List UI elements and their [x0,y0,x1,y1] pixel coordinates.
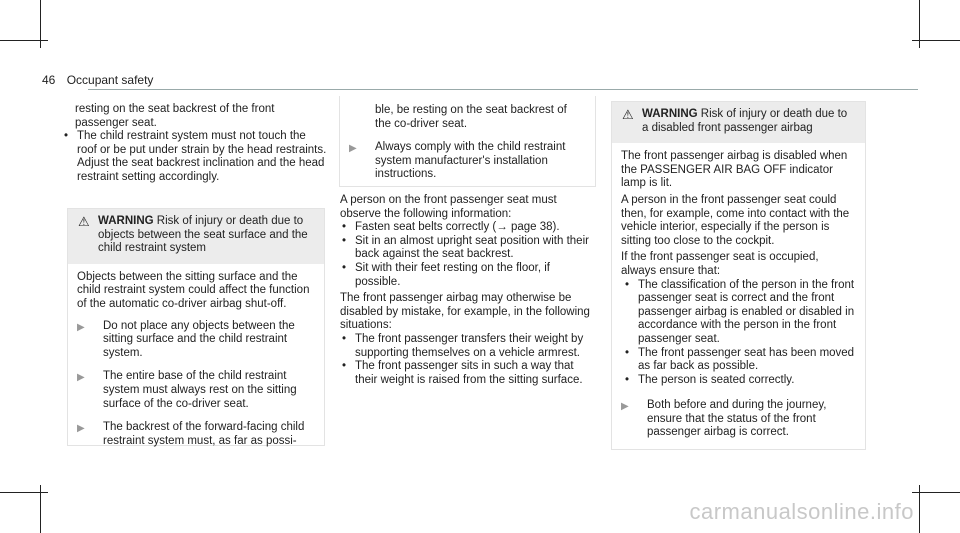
list-item-text: The person is seated correctly. [638,373,795,386]
step-text: Both before and during the journey, ensure that the status of the front passenger airbag is correct. [647,399,827,439]
warning-text: Risk of injury or death due to objects between the seat surface and the child restraint system [98,215,308,255]
step-item [349,141,585,182]
crop-mark [0,40,48,41]
paragraph: A person in the front passenger seat could then, for example, come into contact with the vehicle interior, especially if the person is sitting too close to the cockpit. [621,193,850,247]
step-text: ble, be resting on the seat backrest of the co-driver seat. [375,104,567,130]
header-rule [88,89,918,90]
warning-icon: ⚠ [622,107,634,122]
paragraph: The front passenger airbag is disabled when the PASSENGER AIR BAG OFF indicator lamp is lit. [621,150,848,190]
column-2 [340,194,592,387]
warning-box [611,101,866,450]
step-item [349,104,585,131]
warning-icon: ⚠ [78,214,90,229]
step-item [77,421,314,448]
crop-mark [0,492,48,493]
step-arrow-icon: ▶ [77,372,85,384]
list-item-text: The front passenger seat has been moved as far back as possible. [638,346,855,373]
step-text: The backrest of the forward-facing child restraint system must, as far as possi- [103,421,305,447]
step-text: The entire base of the child restraint system must always rest on the sitting surface of the co-driver seat. [103,370,297,410]
list-item [623,374,855,388]
step-arrow-icon: ▶ [77,321,85,333]
warning-label: WARNING [98,215,154,227]
warning-body: Objects between the sitting surface and the child restraint system could affect the function of the automatic co-driver airbag shut-off. [77,270,310,310]
list-item [340,262,592,289]
warning-text: Risk of injury or death due to a disabled front passenger airbag [642,108,848,134]
paragraph: If the front passenger seat is occupied, always ensure that: [621,251,819,277]
warning-header [612,102,865,143]
warning-box [67,208,325,446]
list-item-text: Sit with their feet resting on the floor, if possible. [355,261,550,288]
step-item [77,320,314,361]
list-item-text: The front passenger sits in such a way that their weight is raised from the sitting surface. [355,360,583,386]
list-item-text: The front passenger transfers their weight by supporting themselves on a vehicle armrest. [355,332,584,359]
column-1 [75,103,327,185]
list-item-text: Fasten seat belts correctly (→ page 38). [355,221,560,234]
list-item [340,333,592,360]
list-item [340,235,592,262]
step-arrow-icon: ▶ [77,423,85,435]
watermark: carmanualsonline.info [689,499,914,524]
list-item [340,360,592,387]
warning-box-continued [339,96,596,187]
page-number: 46 [42,73,56,87]
step-arrow-icon: ▶ [349,143,357,155]
list-item-text: The classification of the person in the front passenger seat is correct and the front passenger airbag is enabled or disabled in accordance with the person in the front passenger seat. [638,278,855,345]
list-item [623,347,855,374]
step-item [621,399,855,440]
list-item [62,130,327,184]
step-text: Always comply with the child restraint system manufacturer's installation instructions. [375,141,566,181]
list-item [623,279,855,347]
list-item [340,221,592,235]
intro-text: resting on the seat backrest of the front passenger seat. [75,103,275,129]
list-item-text: Sit in an almost upright seat position with their back against the seat backrest. [355,234,589,261]
warning-label: WARNING [642,108,698,120]
warning-header [68,209,324,264]
step-arrow-icon: ▶ [621,401,629,413]
crop-mark [912,40,960,41]
paragraph: The front passenger airbag may otherwise be disabled by mistake, for example, in the following situations: [340,292,590,332]
section-title: Occupant safety [66,73,154,87]
page-header [42,73,153,87]
intro-text: A person on the front passenger seat must observe the following information: [340,194,557,220]
step-text: Do not place any objects between the sitting surface and the child restraint system. [103,319,295,359]
step-item [77,370,314,411]
list-item-text: The child restraint system must not touch the roof or be put under strain by the head restraints. Adjust the seat backrest inclination and the head restraint setting accordingly. [77,130,327,183]
crop-mark [912,492,960,493]
